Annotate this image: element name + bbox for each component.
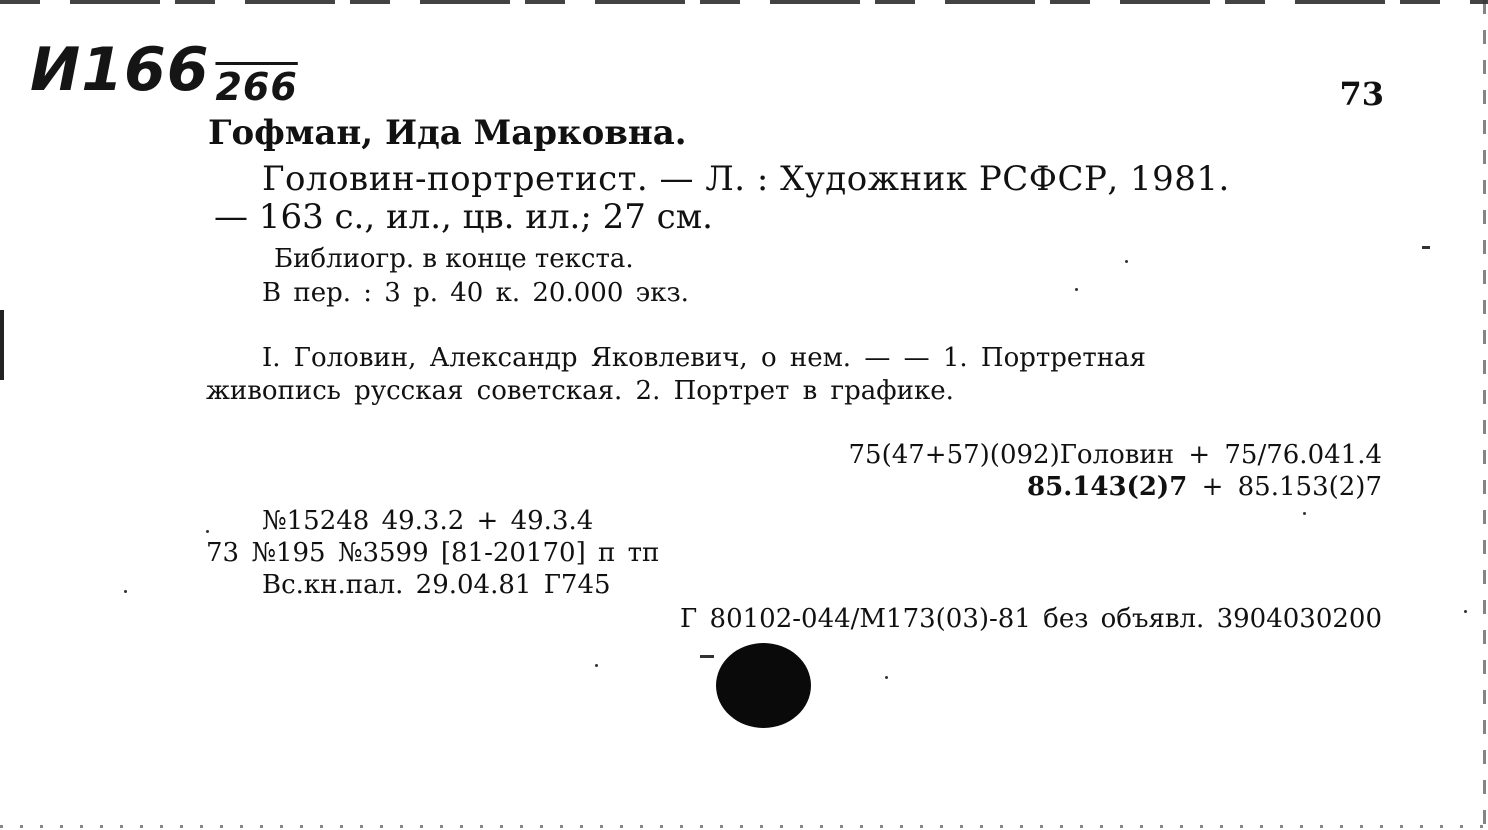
punch-hole xyxy=(716,643,811,728)
physical-description: — 163 с., ил., цв. ил.; 27 см. xyxy=(214,197,713,237)
registry-line-2: 73 №195 №3599 [81-20170] п тп xyxy=(206,538,660,568)
classification-index-bold: 85.143(2)7 xyxy=(1027,472,1188,502)
registry-line-4: Г 80102-044/М173(03)-81 без объявл. 3904030200 xyxy=(680,604,1382,634)
speck xyxy=(700,655,714,658)
registry-line-3: Вс.кн.пал. 29.04.81 Г745 xyxy=(262,570,611,600)
speck xyxy=(885,676,888,679)
handwritten-mark-main: И166 xyxy=(30,35,210,105)
speck xyxy=(595,664,598,667)
registry-line-1: №15248 49.3.2 + 49.3.4 xyxy=(262,506,594,536)
bibliography-note: Библиогр. в конце текста. xyxy=(274,244,634,274)
card-bottom-edge xyxy=(0,825,1488,828)
handwritten-shelf-mark xyxy=(30,35,298,109)
classification-index-line-1: 75(47+57)(092)Головин + 75/76.041.4 xyxy=(848,440,1382,470)
speck xyxy=(1125,260,1128,263)
title-statement: Головин-портретист. — Л. : Художник РСФСР, 1981. xyxy=(262,159,1230,199)
speck xyxy=(1464,610,1467,613)
card-right-edge xyxy=(1483,0,1486,830)
speck xyxy=(1075,288,1078,291)
card-left-edge-mark xyxy=(0,310,4,380)
subject-headings-line-2: живопись русская советская. 2. Портрет в графике. xyxy=(206,376,954,406)
handwritten-mark-sub: 266 xyxy=(215,65,298,109)
speck xyxy=(206,530,209,533)
speck xyxy=(124,590,127,593)
speck xyxy=(1422,246,1430,249)
speck xyxy=(1303,512,1306,515)
classification-index-line-2 xyxy=(1027,474,1382,500)
author-heading: Гофман, Ида Марковна. xyxy=(208,113,687,153)
classification-index-rest: + 85.153(2)7 xyxy=(1187,472,1382,502)
card-page-number: 73 xyxy=(1339,75,1384,113)
price-print-run: В пер. : 3 р. 40 к. 20.000 экз. xyxy=(262,278,689,308)
card-top-edge xyxy=(0,0,1488,4)
subject-headings-line-1: I. Головин, Александр Яковлевич, о нем. — — 1. Портретная xyxy=(262,343,1146,373)
